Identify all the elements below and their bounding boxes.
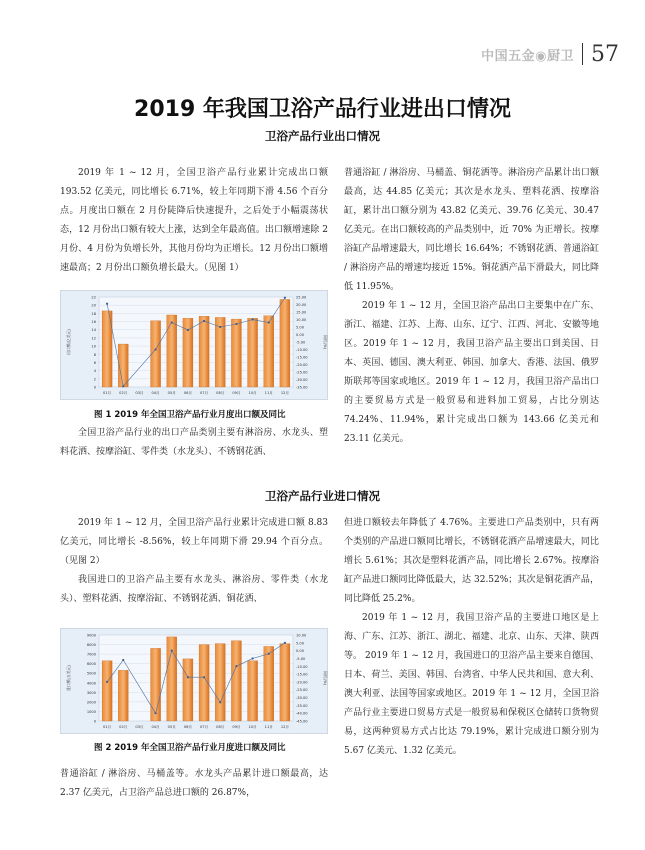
left-tick-label: 22 [91, 295, 96, 300]
bar [248, 318, 258, 387]
right-tick-label: -45.00 [296, 719, 308, 724]
x-tick-label: 01月 [102, 725, 112, 729]
left-tick-label: 7000 [86, 652, 96, 657]
right-tick-label: 25.00 [296, 295, 307, 300]
export-left-column-lower [60, 424, 328, 462]
bar [264, 316, 274, 387]
yoy-point [268, 653, 270, 655]
left-tick-label: 6 [93, 360, 96, 365]
import-paragraph-2: 我国进口的卫浴产品主要有水龙头、淋浴房、零件类（水龙头）、塑料花洒、按摩浴缸、不锈钢花洒、铜花洒、 [60, 575, 328, 604]
import-section-heading: 卫浴产品行业进口情况 [265, 489, 380, 503]
import-paragraph-5: 2019 年 1 ~ 12 月，我国卫浴产品的主要进口地区是上海、广东、江苏、浙江、湖北、福建、北京、山东、天津、陕西等。 2019 年 1 ~ 12 月，我国进口的卫浴产品主要来自德国、日本、荷兰、美国、韩国、台湾省、中华人民共和国、意大利、澳大利亚、法国等国家或地区。2019 年 1 ~ 12 月，全国卫浴产品行业主要进口贸易方式是一般贸易和保税区仓储转口货物贸易，这两种贸易方式占比达 79.19%，累计完成进口额分别为 5.67 亿美元、1.32 亿美元。 [344, 613, 599, 756]
x-tick-label: 07月 [199, 391, 209, 395]
left-tick-label: 10 [91, 344, 96, 349]
yoy-point [251, 318, 253, 320]
left-tick-label: 8 [93, 352, 96, 357]
figure-1-chart [60, 290, 328, 400]
export-paragraph-1: 2019 年 1 ~ 12 月，全国卫浴产品行业累计完成出口额 193.52 亿美元，同比增长 6.71%，较上年同期下滑 4.56 个百分点。月度出口额在 2 月份陡降后快速提升，之后处于小幅震荡状态，12 月份出口额有较大上涨，达到全年最高值。出口额增速除 2 月份、4 月份为负增长外，其他月份均为正增长。12 月份出口额增速最高；2 月份出口额负增长最大。（见图 1） [60, 168, 328, 273]
export-paragraph-3: 普通浴缸 / 淋浴房、马桶盖、铜花洒等。淋浴房产品累计出口额最高，达 44.85 亿美元；其次是水龙头、塑料花洒、按摩浴缸，累计出口额分别为 43.82 亿美元、39.76 亿美元、30.47 亿美元。在出口额较高的产品类别中，近 70% 为正增长。按摩浴缸产品增速最大，同比增长 16.64%；不锈钢花洒、普通浴缸 / 淋浴房产品的增速均接近 15%。铜花洒产品下滑最大，同比降低 11.95%。 [344, 168, 599, 292]
yoy-point [122, 659, 124, 661]
right-tick-label: -20.00 [296, 363, 308, 367]
masthead-divider [582, 43, 583, 65]
bar [151, 648, 161, 721]
import-right-column [344, 514, 599, 761]
yoy-point [203, 676, 205, 678]
x-tick-label: 05月 [167, 391, 176, 395]
yoy-point [187, 329, 189, 331]
right-tick-label: 15.00 [296, 310, 307, 315]
export-paragraph-4: 2019 年 1 ~ 12 月，全国卫浴产品出口主要集中在广东、浙江、福建、江苏、上海、山东、辽宁、江西、河北、安徽等地区。2019 年 1 ~ 12 月，我国卫浴产品主要出口到美国、日本、英国、德国、澳大利亚、韩国、加拿大、香港、法国、俄罗斯联邦等国家或地区。2019 年 1 ~ 12 月，我国卫浴产品出口的主要贸易方式是一般贸易和进料加工贸易，占比分别达 74.24%、11.94%，累计完成出口额为 143.66 亿美元和 23.11 亿美元。 [344, 301, 599, 444]
right-tick-label: -40.00 [296, 711, 308, 716]
x-tick-label: 06月 [183, 391, 193, 395]
y-axis-label-right: 同比(%) [323, 334, 328, 350]
yoy-point [187, 676, 189, 678]
right-tick-label: -25.00 [296, 688, 308, 693]
export-right-column [344, 164, 599, 449]
x-tick-label: 01月 [102, 391, 112, 395]
bar [118, 670, 128, 721]
yoy-point [171, 650, 173, 652]
bar [199, 316, 209, 387]
magazine-brand: 中国五金◉厨卫 [481, 48, 574, 64]
bar [231, 319, 241, 387]
right-tick-label: -15.00 [296, 355, 308, 360]
left-tick-label: 1000 [86, 709, 96, 714]
yoy-point [203, 320, 205, 322]
bar [215, 644, 225, 721]
yoy-point [219, 326, 221, 328]
x-tick-label: 05月 [167, 725, 176, 729]
bar [183, 659, 193, 721]
bar [231, 641, 241, 721]
right-tick-label: -20.00 [296, 680, 308, 685]
right-tick-label: -25.00 [296, 370, 308, 375]
export-section-heading: 卫浴产品行业出口情况 [265, 129, 380, 143]
x-tick-label: 04月 [151, 725, 160, 729]
yoy-point [284, 642, 286, 644]
right-tick-label: -35.00 [296, 385, 308, 390]
bar [102, 661, 112, 721]
export-paragraph-2: 全国卫浴产品行业的出口产品类别主要有淋浴房、水龙头、塑料花洒、按摩浴缸、零件类（水龙头）、不锈钢花洒、 [60, 428, 328, 457]
bar [167, 637, 177, 721]
right-tick-label: -15.00 [296, 672, 308, 677]
yoy-point [268, 321, 270, 323]
x-tick-label: 12月 [280, 391, 290, 395]
x-tick-label: 08月 [216, 391, 225, 395]
x-tick-label: 08月 [216, 725, 225, 729]
export-left-column [60, 164, 328, 278]
figure-1-caption: 图 1 2019 年全国卫浴产品行业月度出口额及同比 [94, 410, 286, 420]
yoy-point [235, 323, 237, 325]
right-tick-label: -5.00 [296, 656, 306, 661]
bar [280, 644, 290, 721]
masthead [481, 40, 619, 68]
right-tick-label: -35.00 [296, 703, 308, 708]
import-left-column [60, 514, 328, 609]
x-tick-label: 10月 [248, 391, 257, 395]
left-tick-label: 12 [91, 336, 96, 341]
yoy-point [154, 712, 156, 714]
left-tick-label: 6000 [86, 662, 96, 667]
import-paragraph-3: 普通浴缸 / 淋浴房、马桶盖等。水龙头产品累计进口额最高，达 2.37 亿美元，占卫浴产品总进口额的 26.87%， [60, 769, 328, 798]
right-tick-label: 10.00 [296, 633, 307, 638]
left-tick-label: 4000 [86, 681, 96, 686]
yoy-point [106, 303, 108, 305]
left-tick-label: 5000 [86, 671, 96, 676]
left-tick-label: 3000 [86, 690, 96, 695]
figure-2-chart [60, 628, 328, 734]
yoy-point [122, 385, 124, 387]
right-tick-label: -30.00 [296, 378, 308, 382]
yoy-point [284, 297, 286, 299]
right-tick-label: -10.00 [296, 348, 308, 352]
import-paragraph-1: 2019 年 1 ~ 12 月，全国卫浴产品行业累计完成进口额 8.83 亿美元，同比增长 -8.56%，较上年同期下滑 29.94 个百分点。（见图 2） [60, 518, 328, 566]
x-tick-label: 07月 [199, 725, 209, 729]
yoy-point [251, 657, 253, 659]
left-tick-label: 0 [93, 719, 96, 724]
x-tick-label: 02月 [119, 725, 128, 729]
yoy-point [171, 321, 173, 323]
right-tick-label: -30.00 [296, 696, 308, 701]
x-tick-label: 10月 [248, 725, 257, 729]
y-axis-label-left: 进口额(万美元) [66, 665, 71, 691]
left-tick-label: 0 [93, 385, 96, 390]
x-tick-label: 04月 [151, 391, 160, 395]
article-title: 2019 年我国卫浴产品行业进出口情况 [134, 97, 511, 122]
right-tick-label: -10.00 [296, 664, 308, 669]
bar [280, 299, 290, 387]
yoy-point [154, 348, 156, 350]
x-tick-label: 09月 [232, 725, 241, 729]
x-tick-label: 02月 [119, 391, 128, 395]
right-tick-label: 20.00 [296, 303, 307, 307]
yoy-point [219, 701, 221, 703]
x-tick-label: 03月 [135, 725, 144, 729]
left-tick-label: 16 [91, 320, 96, 325]
figure-2-caption: 图 2 2019 年全国卫浴产品行业月度进口额及同比 [94, 743, 286, 753]
left-tick-label: 8000 [86, 643, 96, 648]
right-tick-label: 10.00 [296, 318, 307, 322]
right-tick-label: 0.00 [296, 649, 305, 654]
right-tick-label: 5.00 [296, 641, 305, 646]
bar [264, 646, 274, 721]
yoy-point [106, 681, 108, 683]
bar [118, 344, 128, 387]
y-axis-label-right: 同比(%) [323, 670, 328, 686]
left-tick-label: 14 [91, 328, 96, 333]
bar [167, 315, 177, 387]
left-tick-label: 4 [93, 369, 96, 374]
x-tick-label: 11月 [264, 725, 273, 729]
x-tick-label: 12月 [280, 725, 290, 729]
right-tick-label: 5.00 [296, 325, 305, 330]
right-tick-label: -5.00 [296, 340, 306, 345]
yoy-point [235, 665, 237, 667]
x-tick-label: 06月 [183, 725, 193, 729]
right-tick-label: 0.00 [296, 333, 305, 337]
bar [248, 661, 258, 721]
left-tick-label: 20 [91, 303, 96, 308]
left-tick-label: 9000 [86, 633, 96, 638]
x-tick-label: 09月 [232, 391, 241, 395]
x-tick-label: 11月 [264, 391, 273, 395]
left-tick-label: 2000 [86, 700, 96, 705]
left-tick-label: 2 [93, 377, 96, 382]
import-left-column-lower [60, 765, 328, 803]
import-paragraph-4: 但进口额较去年降低了 4.76%。主要进口产品类别中，只有两个类别的产品进口额同比增长，不锈钢花洒产品增速最大，同比增长 5.61%；其次是塑料花洒产品，同比增长 2.67%。按摩浴缸产品进口额同比降低最大，达 32.52%；其次是铜花洒产品，同比降低 25.2%。 [344, 518, 599, 604]
y-axis-label-left: 出口额(亿美元) [66, 329, 71, 355]
x-tick-label: 03月 [135, 391, 144, 395]
left-tick-label: 18 [91, 311, 96, 316]
page-number: 57 [591, 41, 619, 67]
